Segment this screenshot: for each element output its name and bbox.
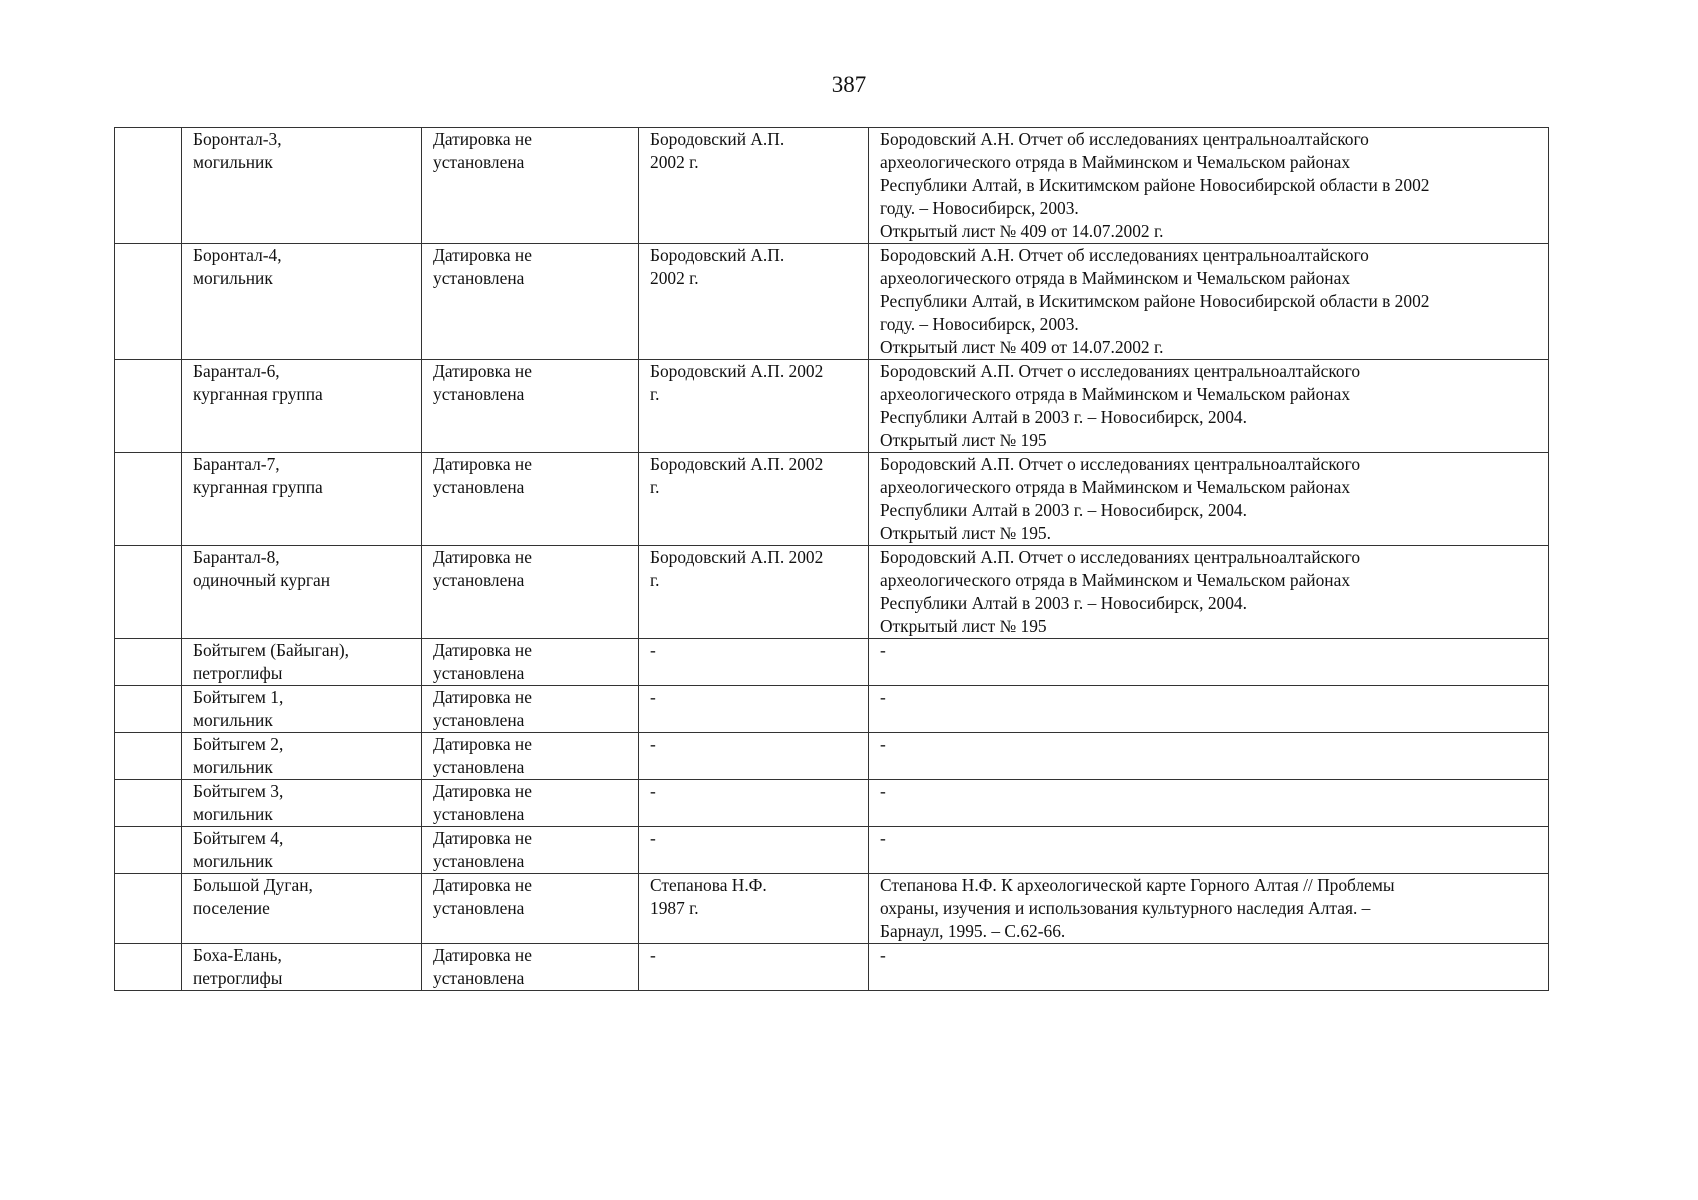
- monument-name-cell: Боха-Елань, петроглифы: [182, 944, 422, 991]
- researcher-cell: Бородовский А.П. 2002 г.: [639, 128, 869, 244]
- monument-name-cell: Большой Дуган, поселение: [182, 874, 422, 944]
- monument-name-cell: Бойтыгем 4, могильник: [182, 827, 422, 874]
- source-cell: Степанова Н.Ф. К археологической карте Горного Алтая // Проблемы охраны, изучения и использования культурного наследия Алтая. – Барнаул, 1995. – С.62-66.: [869, 874, 1549, 944]
- researcher-cell: -: [639, 780, 869, 827]
- dating-cell: Датировка не установлена: [422, 128, 639, 244]
- researcher-cell: -: [639, 686, 869, 733]
- dating-cell: Датировка не установлена: [422, 944, 639, 991]
- researcher-cell: -: [639, 639, 869, 686]
- monument-name-cell: Бойтыгем 1, могильник: [182, 686, 422, 733]
- source-cell: -: [869, 639, 1549, 686]
- table-row: [115, 686, 1549, 733]
- source-cell: -: [869, 733, 1549, 780]
- row-number-cell: [115, 453, 182, 546]
- row-number-cell: [115, 360, 182, 453]
- table-row: [115, 827, 1549, 874]
- source-cell: Бородовский А.Н. Отчет об исследованиях центральноалтайского археологического отряда в Майминском и Чемальском районах Республики Алтай, в Искитимском районе Новосибирской области в 2002 году. – Новосибирск, 2003. Открытый лист № 409 от 14.07.2002 г.: [869, 128, 1549, 244]
- source-cell: Бородовский А.П. Отчет о исследованиях центральноалтайского археологического отряда в Майминском и Чемальском районах Республики Алтай в 2003 г. – Новосибирск, 2004. Открытый лист № 195.: [869, 453, 1549, 546]
- researcher-cell: -: [639, 944, 869, 991]
- monument-name-cell: Боронтал-4, могильник: [182, 244, 422, 360]
- row-number-cell: [115, 874, 182, 944]
- row-number-cell: [115, 686, 182, 733]
- researcher-cell: -: [639, 733, 869, 780]
- researcher-cell: Бородовский А.П. 2002 г.: [639, 244, 869, 360]
- row-number-cell: [115, 944, 182, 991]
- monument-name-cell: Барантал-7, курганная группа: [182, 453, 422, 546]
- row-number-cell: [115, 639, 182, 686]
- table-row: [115, 453, 1549, 546]
- table-row: [115, 128, 1549, 244]
- row-number-cell: [115, 244, 182, 360]
- researcher-cell: Бородовский А.П. 2002 г.: [639, 360, 869, 453]
- dating-cell: Датировка не установлена: [422, 733, 639, 780]
- researcher-cell: Бородовский А.П. 2002 г.: [639, 453, 869, 546]
- monument-name-cell: Боронтал-3, могильник: [182, 128, 422, 244]
- dating-cell: Датировка не установлена: [422, 546, 639, 639]
- source-cell: Бородовский А.П. Отчет о исследованиях центральноалтайского археологического отряда в Майминском и Чемальском районах Республики Алтай в 2003 г. – Новосибирск, 2004. Открытый лист № 195: [869, 546, 1549, 639]
- source-cell: Бородовский А.П. Отчет о исследованиях центральноалтайского археологического отряда в Майминском и Чемальском районах Республики Алтай в 2003 г. – Новосибирск, 2004. Открытый лист № 195: [869, 360, 1549, 453]
- row-number-cell: [115, 827, 182, 874]
- table-row: [115, 244, 1549, 360]
- source-cell: -: [869, 944, 1549, 991]
- monument-name-cell: Барантал-8, одиночный курган: [182, 546, 422, 639]
- source-cell: -: [869, 780, 1549, 827]
- dating-cell: Датировка не установлена: [422, 780, 639, 827]
- dating-cell: Датировка не установлена: [422, 453, 639, 546]
- dating-cell: Датировка не установлена: [422, 874, 639, 944]
- table-row: [115, 546, 1549, 639]
- dating-cell: Датировка не установлена: [422, 360, 639, 453]
- table-row: [115, 733, 1549, 780]
- source-cell: -: [869, 827, 1549, 874]
- source-cell: Бородовский А.Н. Отчет об исследованиях центральноалтайского археологического отряда в Майминском и Чемальском районах Республики Алтай, в Искитимском районе Новосибирской области в 2002 году. – Новосибирск, 2003. Открытый лист № 409 от 14.07.2002 г.: [869, 244, 1549, 360]
- researcher-cell: Бородовский А.П. 2002 г.: [639, 546, 869, 639]
- dating-cell: Датировка не установлена: [422, 827, 639, 874]
- monument-name-cell: Бойтыгем (Байыган), петроглифы: [182, 639, 422, 686]
- monument-name-cell: Бойтыгем 3, могильник: [182, 780, 422, 827]
- table-row: [115, 360, 1549, 453]
- dating-cell: Датировка не установлена: [422, 686, 639, 733]
- monument-name-cell: Бойтыгем 2, могильник: [182, 733, 422, 780]
- monuments-table: [114, 127, 1549, 991]
- table-row: [115, 944, 1549, 991]
- source-cell: -: [869, 686, 1549, 733]
- page-number: 387: [831, 72, 867, 97]
- row-number-cell: [115, 733, 182, 780]
- table-row: [115, 874, 1549, 944]
- row-number-cell: [115, 780, 182, 827]
- researcher-cell: -: [639, 827, 869, 874]
- row-number-cell: [115, 546, 182, 639]
- monument-name-cell: Барантал-6, курганная группа: [182, 360, 422, 453]
- table-row: [115, 780, 1549, 827]
- table-row: [115, 639, 1549, 686]
- researcher-cell: Степанова Н.Ф. 1987 г.: [639, 874, 869, 944]
- dating-cell: Датировка не установлена: [422, 244, 639, 360]
- row-number-cell: [115, 128, 182, 244]
- dating-cell: Датировка не установлена: [422, 639, 639, 686]
